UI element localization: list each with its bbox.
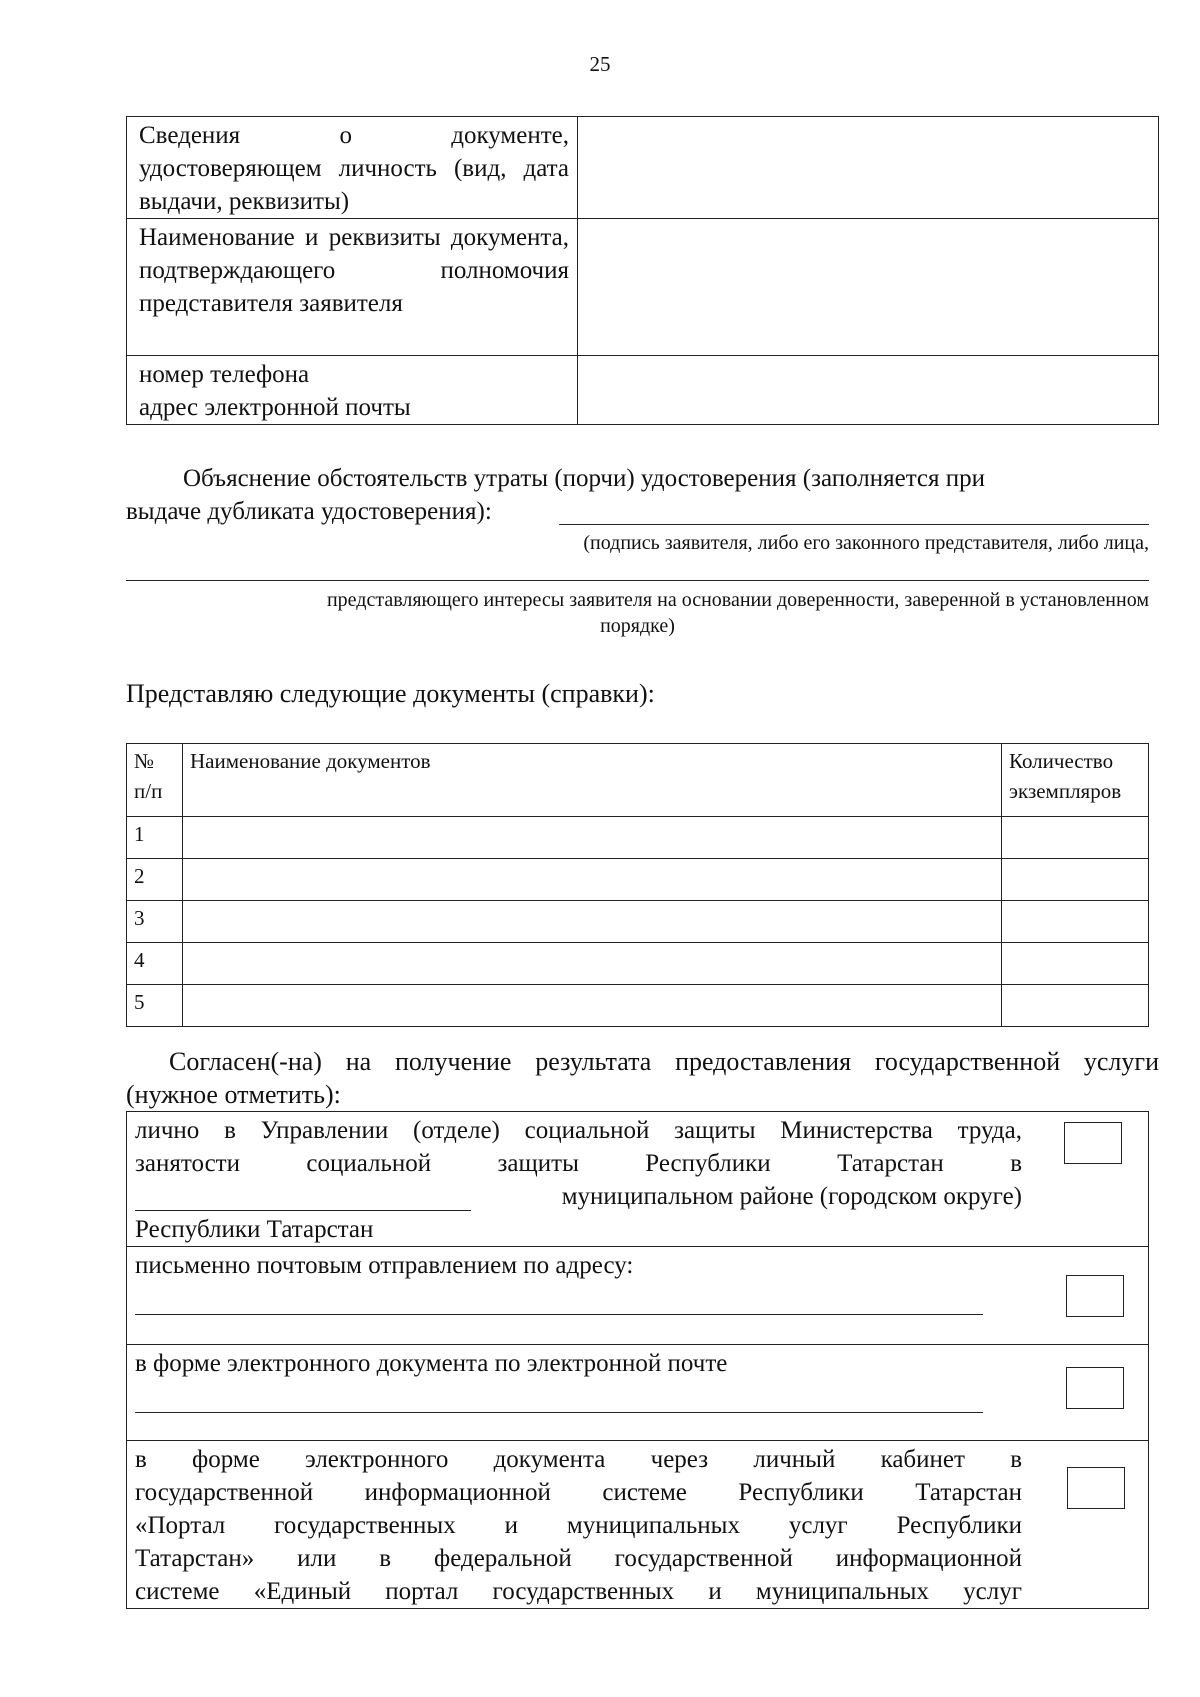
checkbox-cell	[1030, 1112, 1149, 1247]
column-header-count: Количество экземпляров	[1002, 744, 1149, 817]
table-row	[127, 901, 1149, 943]
delivery-option-row	[127, 1112, 1149, 1247]
document-name-cell[interactable]	[183, 943, 1002, 985]
document-count-cell[interactable]	[1002, 901, 1149, 943]
table-row	[127, 219, 1159, 356]
option-text-row	[135, 1180, 1022, 1213]
delivery-option-row	[127, 1247, 1149, 1345]
post-checkbox[interactable]	[1066, 1275, 1124, 1317]
option-text: в форме электронного документа через личный кабинет в	[135, 1446, 1022, 1473]
option-text: лично в Управлении (отделе) социальной защиты Министерства труда,	[135, 1117, 1022, 1144]
column-header-number: № п/п	[127, 744, 183, 817]
option-text: системе «Единый портал государственных и муниципальных услуг	[135, 1578, 1022, 1605]
option-text: «Портал государственных и муниципальных услуг Республики	[135, 1512, 1022, 1539]
applicant-info-table	[126, 116, 1159, 425]
option-text: муниципальном районе (городском округе)	[561, 1183, 1022, 1210]
option-text: в форме электронного документа по электронной почте	[135, 1350, 728, 1377]
checkbox-cell	[1030, 1345, 1149, 1441]
signature-caption-line3: порядке)	[600, 615, 675, 637]
option-text: государственной информационной системе Республики Татарстан	[135, 1479, 1022, 1506]
table-row	[127, 117, 1159, 219]
postal-address-field[interactable]	[135, 1284, 983, 1315]
document-count-cell[interactable]	[1002, 817, 1149, 859]
delivery-option-portal	[127, 1441, 1031, 1609]
explanation-text-line1: Объяснение обстоятельств утраты (порчи) удостоверения (заполняется при	[183, 465, 986, 492]
signature-caption-line2: представляющего интересы заявителя на основании доверенности, заверенной в установленном	[326, 589, 1149, 611]
representative-document-value[interactable]	[578, 219, 1159, 356]
table-header-row	[127, 744, 1149, 817]
documents-table	[126, 743, 1149, 1027]
document-name-cell[interactable]	[183, 817, 1002, 859]
table-row	[127, 859, 1149, 901]
representative-document-label: Наименование и реквизиты документа, подтверждающего полномочия представителя заявителя	[127, 219, 578, 356]
email-checkbox[interactable]	[1066, 1367, 1124, 1409]
document-name-cell[interactable]	[183, 985, 1002, 1027]
delivery-options-table	[126, 1111, 1149, 1609]
contacts-value[interactable]	[578, 356, 1159, 425]
row-number: 4	[127, 943, 183, 985]
in-person-checkbox[interactable]	[1064, 1122, 1122, 1164]
identity-document-value[interactable]	[578, 117, 1159, 219]
option-text: занятости социальной защиты Республики Татарстан в	[135, 1150, 1022, 1177]
district-field[interactable]	[135, 1180, 471, 1211]
explanation-text-line2: выдаче дубликата удостоверения):	[126, 498, 492, 525]
document-count-cell[interactable]	[1002, 859, 1149, 901]
delivery-option-post	[127, 1247, 1031, 1345]
document-name-cell[interactable]	[183, 859, 1002, 901]
consent-text-line1: Согласен(-на) на получение результата предоставления государственной услуги	[169, 1047, 1159, 1076]
explanation-field[interactable]	[559, 494, 1149, 525]
row-number: 3	[127, 901, 183, 943]
table-row	[127, 943, 1149, 985]
delivery-option-email	[127, 1345, 1031, 1441]
checkbox-cell	[1030, 1441, 1149, 1609]
document-name-cell[interactable]	[183, 901, 1002, 943]
page-number: 25	[589, 52, 611, 76]
option-text: Татарстан» или в федеральной государственной информационной	[135, 1545, 1022, 1572]
checkbox-cell	[1030, 1247, 1149, 1345]
delivery-option-row	[127, 1441, 1149, 1609]
row-number: 2	[127, 859, 183, 901]
delivery-option-in-person	[127, 1112, 1031, 1247]
table-row	[127, 356, 1159, 425]
option-text: письменно почтовым отправлением по адресу:	[135, 1252, 634, 1279]
documents-heading: Представляю следующие документы (справки):	[126, 679, 655, 708]
signature-field[interactable]	[126, 558, 1149, 581]
table-row	[127, 985, 1149, 1027]
identity-document-label: Сведения о документе, удостоверяющем личность (вид, дата выдачи, реквизиты)	[127, 117, 578, 219]
consent-text-line2: (нужное отметить):	[126, 1080, 341, 1109]
email-field[interactable]	[135, 1382, 983, 1413]
column-header-name: Наименование документов	[183, 744, 1002, 817]
document-count-cell[interactable]	[1002, 943, 1149, 985]
row-number: 5	[127, 985, 183, 1027]
portal-checkbox[interactable]	[1067, 1467, 1125, 1509]
option-text: Республики Татарстан	[135, 1216, 374, 1243]
signature-caption-line1: (подпись заявителя, либо его законного представителя, либо лица,	[583, 532, 1149, 554]
delivery-option-row	[127, 1345, 1149, 1441]
email-label: адрес электронной почты	[139, 394, 411, 421]
row-number: 1	[127, 817, 183, 859]
phone-label: номер телефона	[139, 361, 310, 388]
contacts-label	[127, 356, 578, 425]
table-row	[127, 817, 1149, 859]
document-count-cell[interactable]	[1002, 985, 1149, 1027]
